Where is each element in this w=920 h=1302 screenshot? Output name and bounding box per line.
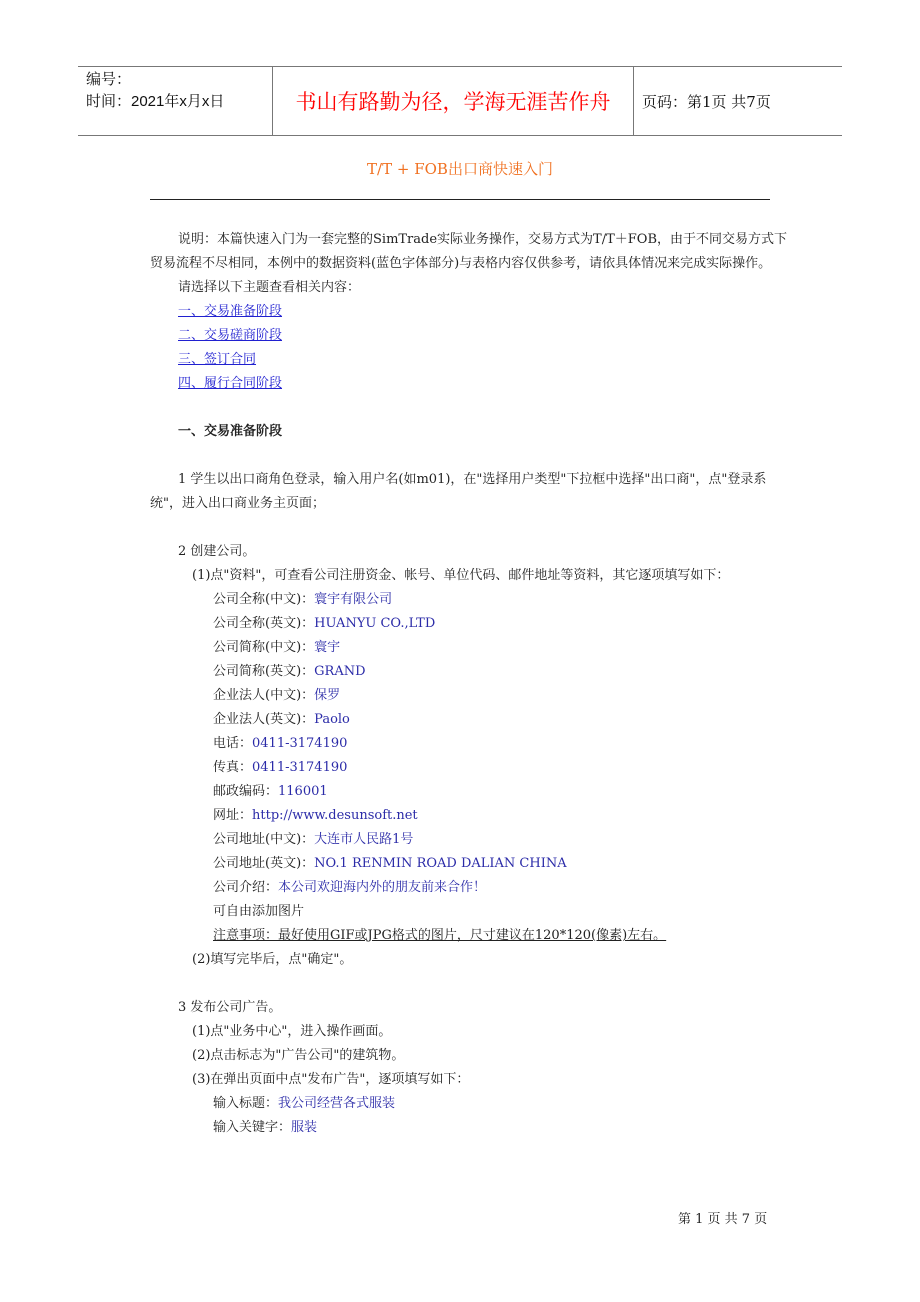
field-row (150, 732, 790, 756)
attention-note: 注意事项：最好使用GIF或JPG格式的图片，尺寸建议在120*120(像素)左右。 (213, 928, 667, 943)
header-motto: 书山有路勤为径，学海无涯苦作舟 (272, 67, 634, 135)
step-1: 1 学生以出口商角色登录，输入用户名(如m01)，在"选择用户类型"下拉框中选择"出口商"，点"登录系统"，进入出口商业务主页面； (150, 472, 767, 511)
link-preparation[interactable]: 一、交易准备阶段 (178, 304, 283, 319)
field-label: 输入关键字： (213, 1120, 292, 1135)
page-footer: 第 1 页 共 7 页 (678, 1212, 768, 1227)
field-value: 寰宇 (314, 640, 341, 655)
field-value: 寰宇有限公司 (314, 592, 393, 607)
field-value: HUANYU CO.,LTD (314, 616, 436, 631)
field-value: 大连市人民路1号 (314, 832, 414, 847)
link-sign-contract[interactable]: 三、签订合同 (178, 352, 257, 367)
header-page-info: 页码：第1页 共7页 (642, 92, 771, 111)
step-2: 2 创建公司。 (178, 544, 256, 559)
field-row (150, 756, 790, 780)
field-label: 公司全称(中文)： (213, 592, 315, 607)
field-label: 公司地址(中文)： (213, 832, 315, 847)
field-value: http://www.desunsoft.net (252, 808, 418, 823)
topic-prompt: 请选择以下主题查看相关内容： (178, 280, 361, 295)
image-note: 可自由添加图片 (213, 904, 305, 919)
field-row (150, 612, 790, 636)
field-value: 我公司经营各式服装 (278, 1096, 396, 1111)
field-row (150, 660, 790, 684)
title-divider (150, 199, 770, 200)
field-row (150, 588, 790, 612)
document-body (150, 228, 790, 1140)
field-value: 本公司欢迎海内外的朋友前来合作！ (278, 880, 487, 895)
step-3: 3 发布公司广告。 (178, 1000, 282, 1015)
field-label: 公司全称(英文)： (213, 616, 315, 631)
field-value: 116001 (278, 784, 328, 799)
field-row (150, 636, 790, 660)
field-value: Paolo (314, 712, 350, 727)
field-row (150, 804, 790, 828)
intro-paragraph: 说明：本篇快速入门为一套完整的SimTrade实际业务操作，交易方式为T/T＋FOB，由于不同交易方式下贸易流程不尽相同，本例中的数据资料(蓝色字体部分)与表格内容仅供参考，请依具体情况来完成实际操作。 (150, 232, 787, 271)
link-negotiation[interactable]: 二、交易磋商阶段 (178, 328, 283, 343)
field-label: 输入标题： (213, 1096, 279, 1111)
field-row (150, 684, 790, 708)
field-value: 服装 (291, 1120, 318, 1135)
field-label: 网址： (213, 808, 253, 823)
document-title: T/T + FOB出口商快速入门 (367, 160, 553, 178)
field-value: 保罗 (314, 688, 341, 703)
link-fulfill-contract[interactable]: 四、履行合同阶段 (178, 376, 283, 391)
field-row (150, 708, 790, 732)
field-label: 电话： (213, 736, 253, 751)
step-2-1: (1)点"资料"，可查看公司注册资金、帐号、单位代码、邮件地址等资料，其它逐项填写如下： (192, 568, 730, 583)
field-value: 0411-3174190 (252, 736, 348, 751)
section-heading: 一、交易准备阶段 (178, 424, 283, 439)
field-row (150, 852, 790, 876)
header-meta (78, 67, 272, 135)
step-3-2: (2)点击标志为"广告公司"的建筑物。 (192, 1048, 405, 1063)
field-label: 邮政编码： (213, 784, 279, 799)
field-row (150, 828, 790, 852)
field-row (150, 876, 790, 900)
field-label: 传真： (213, 760, 253, 775)
field-value: 0411-3174190 (252, 760, 348, 775)
step-3-3: (3)在弹出页面中点"发布广告"，逐项填写如下： (192, 1072, 470, 1087)
field-row (150, 1092, 790, 1116)
field-label: 企业法人(英文)： (213, 712, 315, 727)
step-3-1: (1)点"业务中心"，进入操作画面。 (192, 1024, 392, 1039)
field-label: 公司介绍： (213, 880, 279, 895)
date-label: 时间：2021年x月x日 (86, 93, 225, 110)
field-value: GRAND (314, 664, 366, 679)
field-row (150, 780, 790, 804)
field-row (150, 1116, 790, 1140)
page-header (78, 66, 842, 136)
field-label: 公司地址(英文)： (213, 856, 315, 871)
field-value: NO.1 RENMIN ROAD DALIAN CHINA (314, 856, 567, 871)
field-label: 公司简称(英文)： (213, 664, 315, 679)
field-label: 公司简称(中文)： (213, 640, 315, 655)
number-label: 编号： (86, 71, 132, 88)
step-2-2: (2)填写完毕后，点"确定"。 (192, 952, 353, 967)
field-label: 企业法人(中文)： (213, 688, 315, 703)
